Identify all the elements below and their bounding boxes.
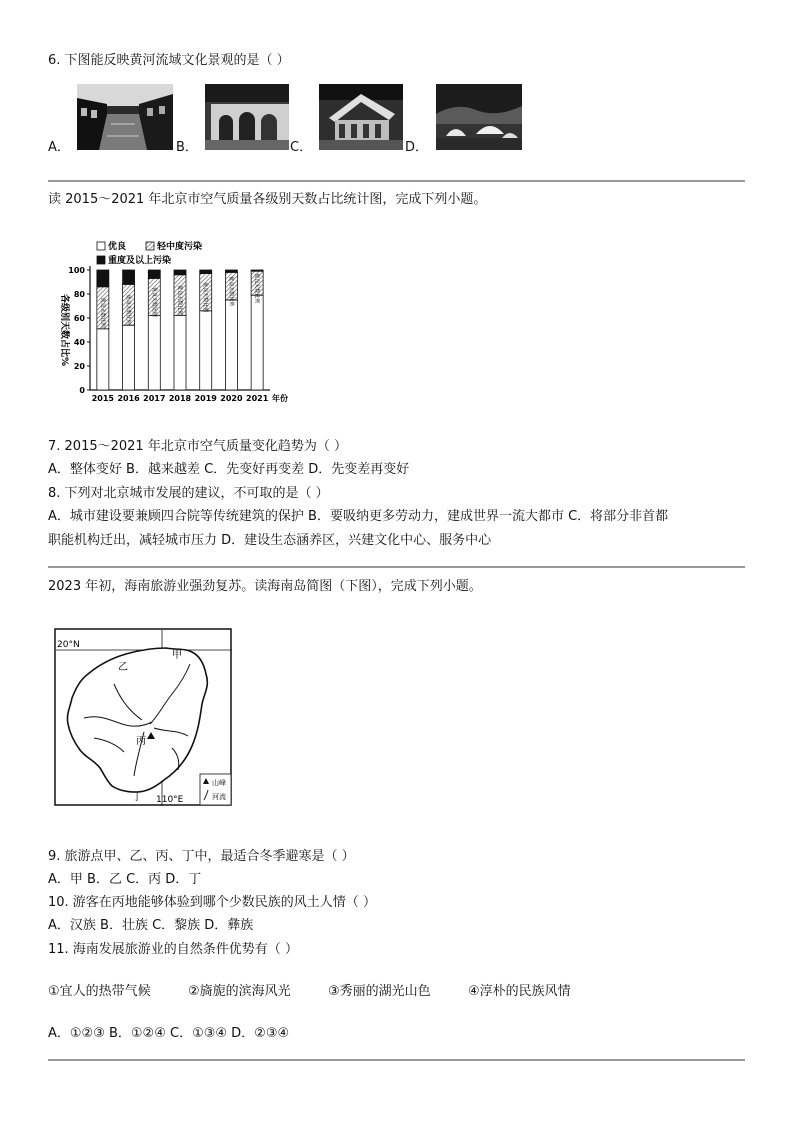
x-axis-unit: 年份 xyxy=(272,394,288,403)
chart-plot-area xyxy=(59,240,288,403)
bar-segment xyxy=(225,300,237,390)
y-tick-label: 0 xyxy=(79,386,85,395)
bar-segment xyxy=(97,270,109,287)
bar-segment xyxy=(251,295,263,390)
q9-question: 9. 旅游点甲、乙、丙、丁中，最适合冬季避寒是（ ） xyxy=(48,849,355,864)
bar-segment xyxy=(174,316,186,390)
bar-inner-label: 优良天数比例 xyxy=(125,294,132,325)
legend-swatch-light xyxy=(146,242,154,250)
place-yi[interactable]: 乙 xyxy=(118,662,128,673)
x-tick-label: 2018 xyxy=(168,394,192,403)
q11-statement-4: ④淳朴的民族风情 xyxy=(468,984,571,999)
x-tick-label: 2021 xyxy=(246,394,269,403)
q8-question: 8. 下列对北京城市发展的建议，不可取的是（ ） xyxy=(48,486,329,501)
q10-question: 10. 游客在丙地能够体验到哪个少数民族的风土人情（ ） xyxy=(48,895,376,910)
bar-segment xyxy=(97,329,109,390)
bar-segment xyxy=(148,270,160,278)
q6-option-d-label[interactable]: D． xyxy=(405,140,429,155)
q6-question: 6. 下图能反映黄河流域文化景观的是（ ） xyxy=(48,53,290,68)
y-axis-label: 各级别天数占比% xyxy=(59,293,69,367)
place-bing[interactable]: 丙 xyxy=(136,736,146,747)
place-jia[interactable]: 甲 xyxy=(172,650,182,661)
map-legend xyxy=(200,774,231,805)
divider-3 xyxy=(48,1059,745,1061)
q11-statement-3: ③秀丽的湖光山色 xyxy=(328,984,431,999)
legend-peak-label: 山峰 xyxy=(212,779,226,787)
bar-inner-label: 优良天数比例 xyxy=(202,282,209,313)
q11-question: 11. 海南发展旅游业的自然条件优势有（ ） xyxy=(48,942,298,957)
latitude-label: 20°N xyxy=(57,640,80,650)
x-tick-label: 2016 xyxy=(117,394,140,403)
bar-inner-label: 优良天数比例 xyxy=(99,297,106,328)
y-tick-label: 60 xyxy=(73,314,85,323)
q7-options[interactable]: A．整体变好 B．越来越差 C．先变好再变差 D．先变差再变好 xyxy=(48,462,410,477)
y-tick-label: 100 xyxy=(68,266,85,275)
bar-segment xyxy=(200,311,212,390)
q6-photo-c[interactable] xyxy=(319,84,403,150)
bar-segment xyxy=(174,270,186,275)
bar-segment xyxy=(251,270,263,271)
canal-town-photo-icon xyxy=(77,84,173,150)
q6-option-a-label[interactable]: A． xyxy=(48,140,70,155)
x-tick-label: 2019 xyxy=(194,394,217,403)
bar-segment xyxy=(225,270,237,272)
bar-inner-label: 优良天数比例 xyxy=(227,276,234,307)
bar-segment xyxy=(123,325,135,390)
x-tick-label: 2015 xyxy=(91,394,114,403)
cave-dwelling-photo-icon xyxy=(205,84,289,150)
longitude-label: 110°E xyxy=(156,795,184,805)
q8-options-line-1[interactable]: A．城市建设要兼顾四合院等传统建筑的保护 B．要吸纳更多劳动力，建成世界一流大都市 C．将部分非首都 xyxy=(48,509,669,524)
q11-options[interactable]: A．①②③ B．①②④ C．①③④ D．②③④ xyxy=(48,1026,290,1041)
q6-option-c-label[interactable]: C． xyxy=(290,140,313,155)
legend-swatch-heavy xyxy=(97,256,105,264)
q11-statement-2: ②旖旎的滨海风光 xyxy=(188,984,291,999)
q11-statement-1: ①宜人的热带气候 xyxy=(48,984,151,999)
chart-intro: 读 2015～2021 年北京市空气质量各级别天数占比统计图，完成下列小题。 xyxy=(48,192,487,207)
place-ding[interactable]: 丁 xyxy=(132,792,142,803)
q6-photo-d[interactable] xyxy=(436,84,522,150)
q9-options[interactable]: A．甲 B．乙 C．丙 D．丁 xyxy=(48,872,202,887)
q10-options[interactable]: A．汉族 B．壮族 C．黎族 D．彝族 xyxy=(48,918,254,933)
q6-option-b-label[interactable]: B． xyxy=(176,140,198,155)
air-quality-chart xyxy=(50,238,300,406)
legend-label-light: 轻中度污染 xyxy=(157,242,203,252)
bar-inner-label: 优良天数比例 xyxy=(253,273,260,304)
bar-inner-label: 优良天数比例 xyxy=(176,285,183,316)
y-tick-label: 20 xyxy=(73,362,85,371)
y-tick-label: 80 xyxy=(73,290,85,299)
divider-2 xyxy=(48,566,745,568)
bar-inner-label: 优良天数比例 xyxy=(150,287,157,318)
divider-1 xyxy=(48,180,745,182)
q6-photo-b[interactable] xyxy=(205,84,289,150)
x-tick-label: 2020 xyxy=(220,394,243,403)
q7-question: 7. 2015～2021 年北京市空气质量变化趋势为（ ） xyxy=(48,439,347,454)
hainan-map xyxy=(54,628,234,808)
q6-photo-a[interactable] xyxy=(77,84,173,150)
legend-river-label: 河流 xyxy=(212,793,226,801)
q8-options-line-2[interactable]: 职能机构迁出，减轻城市压力 D．建设生态涵养区，兴建文化中心、服务中心 xyxy=(48,533,492,548)
y-tick-label: 40 xyxy=(73,338,85,347)
legend-swatch-good xyxy=(97,242,105,250)
yurt-grassland-photo-icon xyxy=(436,84,522,150)
bar-segment xyxy=(148,316,160,390)
bar-segment xyxy=(123,270,135,284)
map-intro: 2023 年初，海南旅游业强劲复苏。读海南岛简图（下图），完成下列小题。 xyxy=(48,579,482,594)
bar-segment xyxy=(200,270,212,274)
x-tick-label: 2017 xyxy=(143,394,166,403)
traditional-hall-photo-icon xyxy=(319,84,403,150)
legend-label-good: 优良 xyxy=(108,242,127,252)
legend-label-heavy: 重度及以上污染 xyxy=(108,256,172,266)
